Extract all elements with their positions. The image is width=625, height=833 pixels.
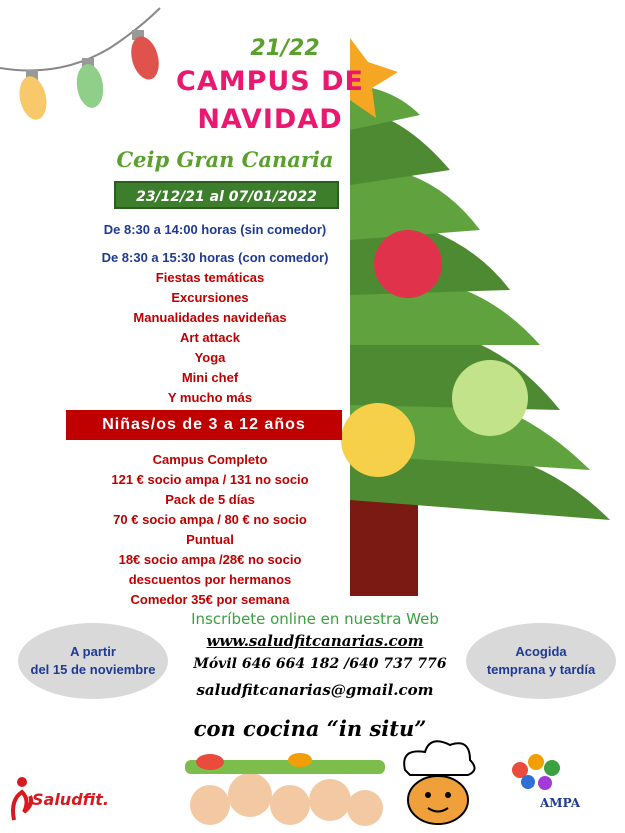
activity-item: Fiestas temáticas <box>155 270 265 285</box>
price-line: Puntual <box>186 532 234 547</box>
ampa-brand: AMPA <box>540 796 581 810</box>
light-bulb-icon <box>74 58 106 110</box>
oval-line: del 15 de noviembre <box>30 662 156 677</box>
price-line: 70 € socio ampa / 80 € no socio <box>113 512 307 527</box>
price-line: descuentos por hermanos <box>128 572 292 587</box>
signup-text: Inscríbete online en nuestra Web <box>191 610 439 628</box>
ornament-red <box>374 230 442 298</box>
saludfit-brand: Saludfit. <box>32 790 109 809</box>
age-banner: Niñas/os de 3 a 12 años <box>66 410 342 440</box>
title-line-2: NAVIDAD <box>197 104 343 135</box>
website-link[interactable]: www.saludfitcanarias.com <box>206 632 424 650</box>
school-name: Ceip Gran Canaria <box>116 147 334 172</box>
hours-lunch: De 8:30 a 15:30 horas (con comedor) <box>101 250 329 265</box>
oval-line: temprana y tardía <box>486 662 596 677</box>
price-line: 121 € socio ampa / 131 no socio <box>111 472 309 487</box>
title-line-1: CAMPUS DE <box>176 66 364 97</box>
light-bulb-icon <box>127 30 164 83</box>
price-line: Campus Completo <box>152 452 268 467</box>
tree-trunk <box>350 500 418 596</box>
price-line: Pack de 5 días <box>165 492 255 507</box>
activity-item: Excursiones <box>171 290 249 305</box>
kids-cooking-illustration <box>185 753 385 826</box>
price-line: 18€ socio ampa /28€ no socio <box>118 552 302 567</box>
christmas-tree-illustration <box>341 38 610 596</box>
activity-item: Art attack <box>180 330 240 345</box>
early-care-oval <box>466 623 616 699</box>
light-bulb-icon <box>16 70 51 122</box>
oval-line: A partir <box>70 644 116 659</box>
price-line: Comedor 35€ por semana <box>130 592 290 607</box>
activity-item: Yoga <box>194 350 226 365</box>
activity-item: Y mucho más <box>167 390 253 405</box>
activity-item: Mini chef <box>181 370 239 385</box>
hours-no-lunch: De 8:30 a 14:00 horas (sin comedor) <box>103 222 327 237</box>
saludfit-logo <box>13 777 31 820</box>
ampa-logo <box>512 754 560 790</box>
email-address[interactable]: saludfitcanarias@gmail.com <box>196 681 434 699</box>
oval-line: Acogida <box>515 644 567 659</box>
activity-item: Manualidades navideñas <box>133 310 287 325</box>
dates-banner: 23/12/21 al 07/01/2022 <box>114 181 339 209</box>
year-label: 21/22 <box>250 36 320 61</box>
ornament-yellow <box>341 403 415 477</box>
start-date-oval <box>18 623 168 699</box>
phone-number: Móvil 646 664 182 /640 737 776 <box>193 656 447 672</box>
ornament-green <box>452 360 528 436</box>
chef-illustration <box>404 741 474 824</box>
kitchen-slogan: con cocina “in situ” <box>193 716 427 741</box>
